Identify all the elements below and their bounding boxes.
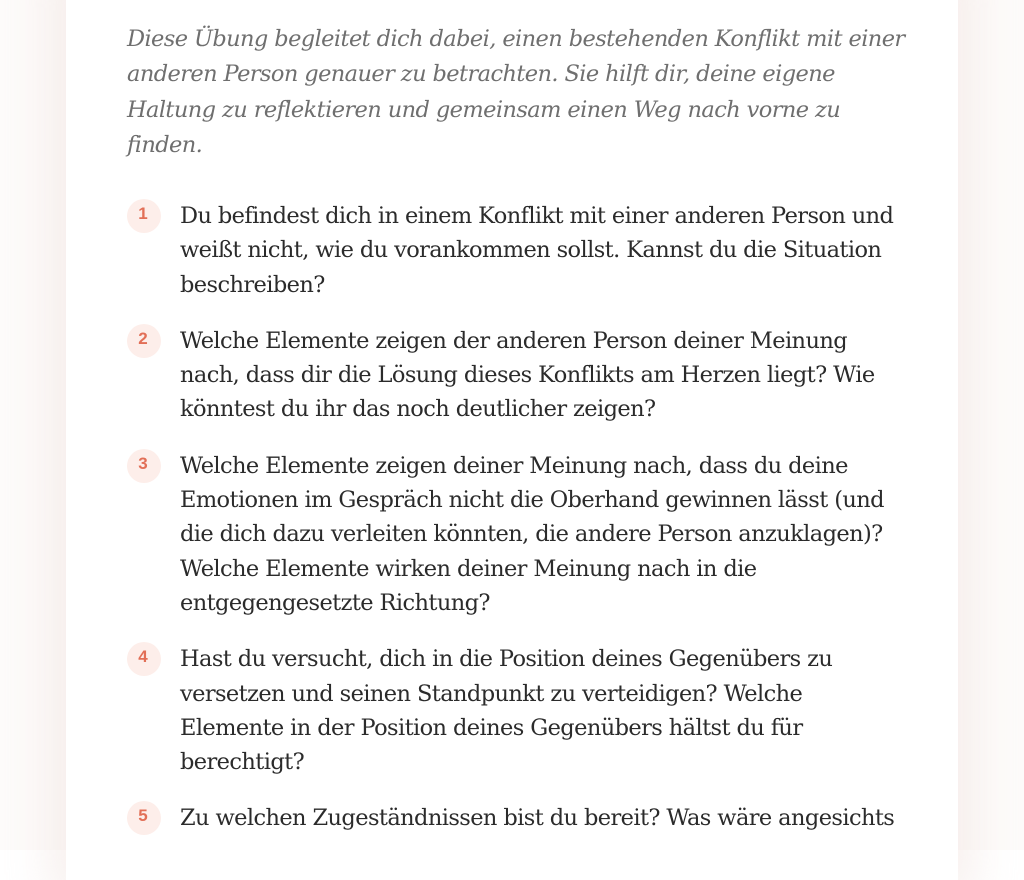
step-text: Welche Elemente zeigen deiner Meinung nach, dass du deine Emotionen im Gespräch nicht die Oberhand gewinnen lässt (und die dich dazu verleiten könnten, die andere Person anzuklagen)? Welche Elemente wirken deiner Meinung nach in die entgegengesetzte Richtung? <box>180 452 884 616</box>
step-number-badge: 4 <box>127 642 161 676</box>
step-list <box>127 199 907 858</box>
step-number-badge: 1 <box>127 199 161 233</box>
step-number-badge: 5 <box>127 801 161 835</box>
step-number-badge: 2 <box>127 324 161 358</box>
step-text: Hast du versucht, dich in die Position deines Gegenübers zu versetzen und seinen Standpunkt zu verteidigen? Welche Elemente in der Position deines Gegenübers hältst du für berechtigt? <box>180 646 833 776</box>
list-item <box>127 449 907 620</box>
step-text: Du befindest dich in einem Konflikt mit einer anderen Person und weißt nicht, wie du vorankommen sollst. Kannst du die Situation beschreiben? <box>180 203 894 298</box>
list-item <box>127 324 907 427</box>
step-number-badge: 3 <box>127 449 161 483</box>
step-text: Zu welchen Zugeständnissen bist du bereit? Was wäre angesichts <box>180 805 895 832</box>
step-text: Welche Elemente zeigen der anderen Person deiner Meinung nach, dass dir die Lösung dieses Konflikts am Herzen liegt? Wie könntest du ihr das noch deutlicher zeigen? <box>180 327 875 423</box>
list-item <box>127 801 907 835</box>
list-item <box>127 199 907 302</box>
list-item <box>127 642 907 779</box>
intro-text: Diese Übung begleitet dich dabei, einen bestehenden Konflikt mit einer anderen Person genauer zu betrachten. Sie hilft dir, deine eigene Haltung zu reflektieren und gemeinsam einen Weg nach vorne zu finden. <box>127 26 905 158</box>
